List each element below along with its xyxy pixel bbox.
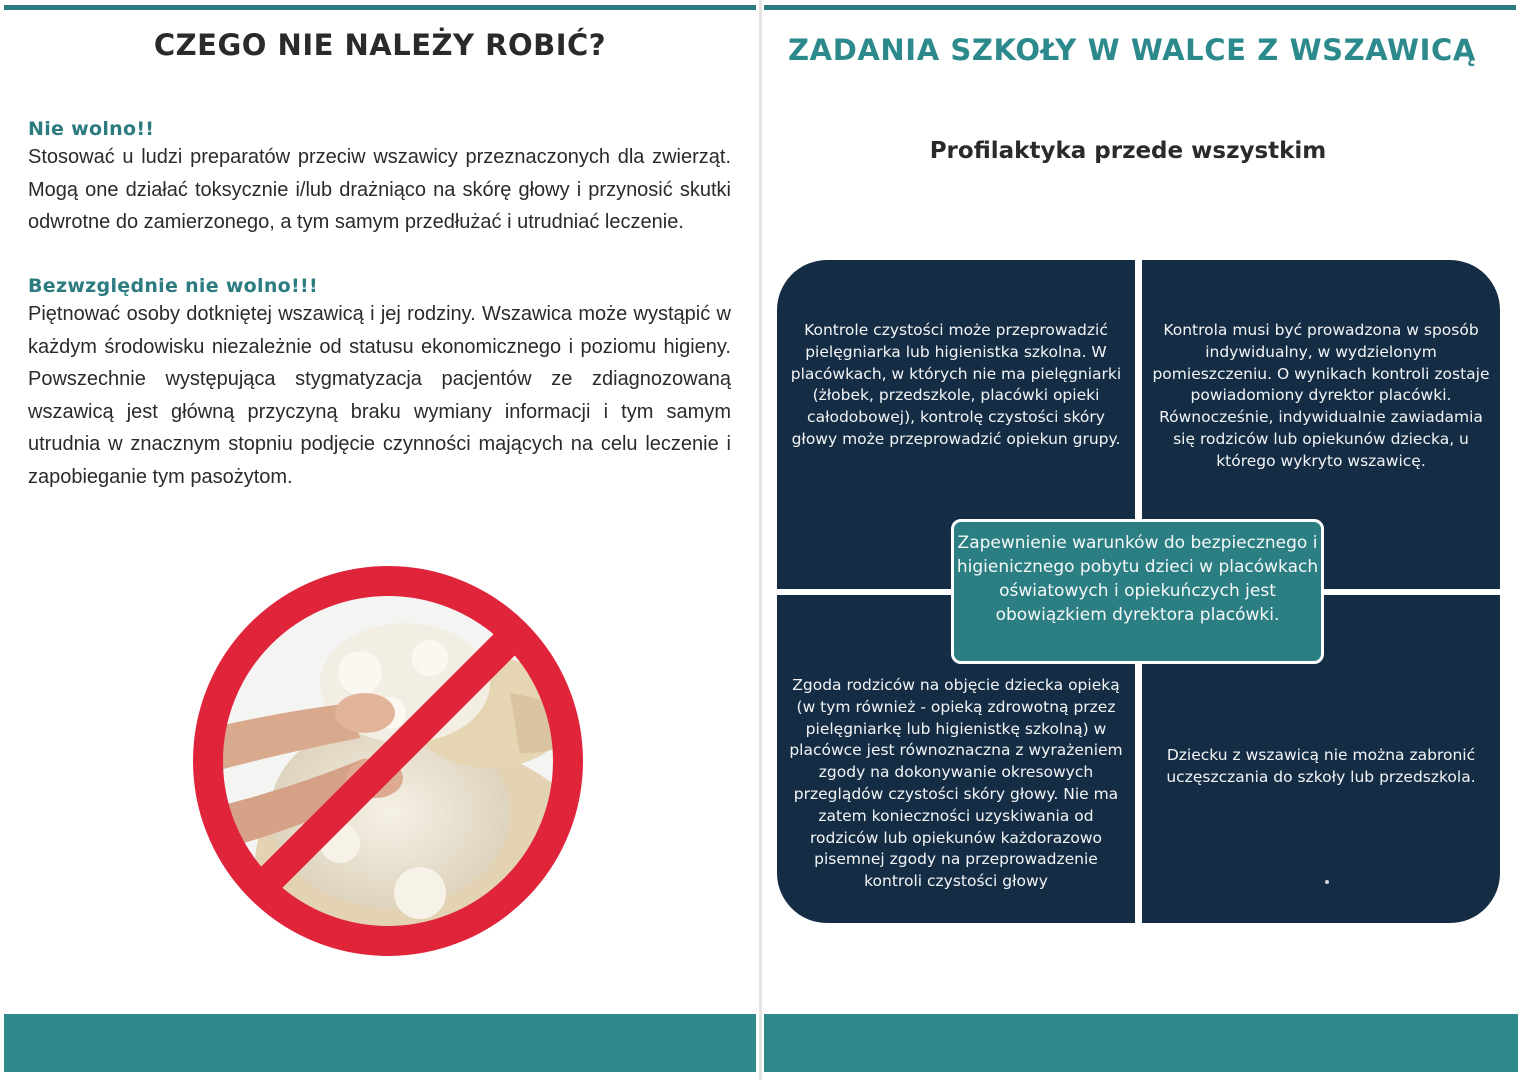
right-page-title: ZADANIA SZKOŁY W WALCE Z WSZAWICĄ [788,33,1476,67]
section-body: Stosować u ludzi preparatów przeciw wszawicy przeznaczonych dla zwierząt. Mogą one działać toksycznie i/lub drażniąco na skórę głowy i przynosić skutki odwrotne do zamierzonego, a tym samym przedłużać i utrudniać leczenie. [28,146,731,233]
center-callout [951,519,1324,664]
section-heading: Bezwzględnie nie wolno!!! [28,275,318,297]
right-bottom-band [764,1014,1518,1072]
section-absolutely-not-allowed [28,274,731,493]
panel-text: Zgoda rodziców na objęcie dziecka opieką (w tym również - opieką zdrowotną przez pielęgniarkę lub higienistkę szkolną) w placówce jest równoznaczna z wyrażeniem zgody na dokonywanie okresowych przeglądów czystości skóry głowy. Nie ma zatem konieczności uzyskiwania od rodziców lub opiekunów każdorazowo pisemnej zgody na przeprowadzenie kontroli czystości głowy [789,676,1123,891]
section-heading: Nie wolno!! [28,118,155,140]
left-top-rule [4,5,756,10]
section-not-allowed [28,117,731,239]
panel-text: Kontrole czystości może przeprowadzić pielęgniarka lub higienistka szkolna. W placówkach, w których nie ma pielęgniarki (żłobek, przedszkole, placówki opieki całodobowej), kontrolę czystości skóry głowy może przeprowadzić opiekun grupy. [790,321,1122,448]
right-top-rule [764,5,1516,10]
center-callout-text: Zapewnienie warunków do bezpiecznego i higienicznego pobytu dzieci w placówkach oświatowych i opiekuńczych jest obowiązkiem dyrektora placówki. [956,533,1319,625]
panel-text: Kontrola musi być prowadzona w sposób indywidualny, w wydzielonym pomieszczeniu. O wynikach kontroli zostaje powiadomiony dyrektor placówki. Równocześnie, indywidualnie zawiadamia się rodziców lub opiekunów dziecka, u którego wykryto wszawicę. [1152,321,1490,470]
panel-text: Dziecku z wszawicą nie można zabronić uczęszczania do szkoły lub przedszkola. [1166,746,1476,786]
right-page-subtitle: Profilaktyka przede wszystkim [929,138,1327,164]
decorative-dot [1325,880,1329,884]
left-bottom-band [4,1014,756,1072]
left-page-title: CZEGO NIE NALEŻY ROBIĆ? [153,28,607,62]
prohibition-sign-dog-shampoo-icon [190,563,586,959]
section-body: Piętnować osoby dotkniętej wszawicą i jej rodziny. Wszawica może wystąpić w każdym środowisku niezależnie od statusu ekonomicznego i poziomu higieny. Powszechnie występująca stygmatyzacja pacjentów ze zdiagnozowaną wszawicą jest główną przyczyną braku wymiany informacji i tym samym utrudnia w znacznym stopniu podjęcie czynności mających na celu leczenie i zapobieganie tym pasożytom. [28,303,731,488]
